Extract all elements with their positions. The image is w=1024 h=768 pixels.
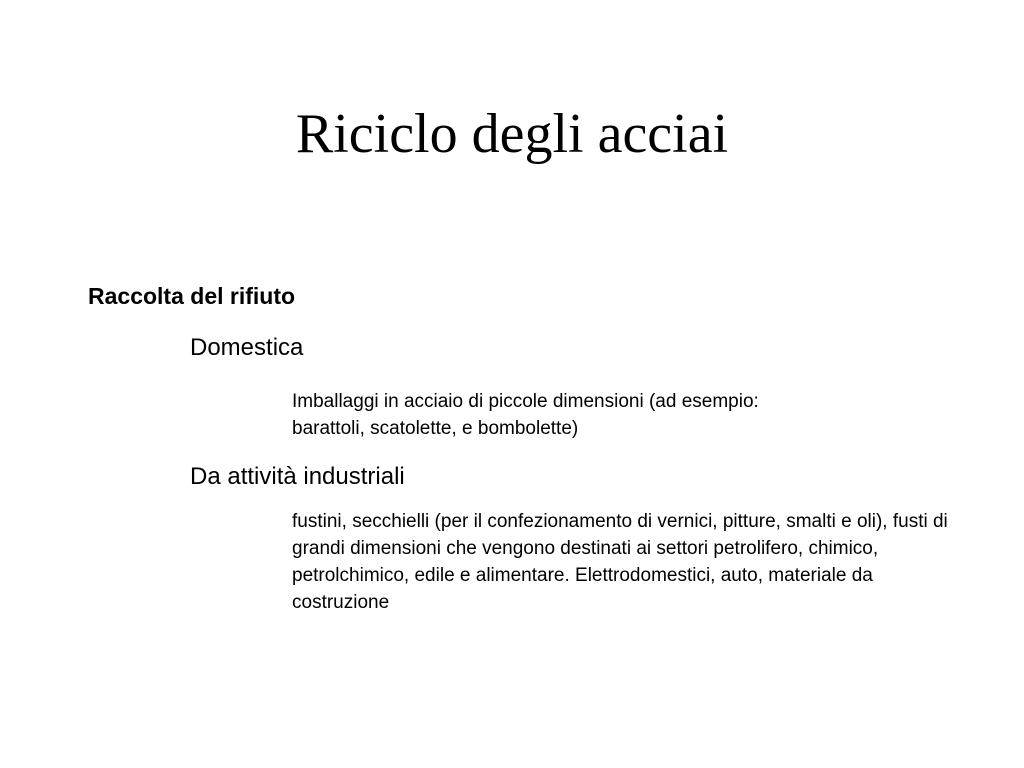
slide-title: Riciclo degli acciai [295, 103, 729, 165]
item-domestica-label: Domestica [190, 334, 304, 361]
item-domestica-description: Imballaggi in acciaio di piccole dimensioni (ad esempio: barattoli, scatolette, e bombolette) [292, 391, 759, 439]
item-industriali-description: fustini, secchielli (per il confezionamento di vernici, pitture, smalti e oli), fusti di grandi dimensioni che vengono destinati ai settori petrolifero, chimico, petrolchimico, edile e alimentare. Elettrodomestici, auto, materiale da costruzione [292, 511, 948, 613]
section-heading: Raccolta del rifiuto [88, 283, 296, 309]
item-industriali-label: Da attività industriali [190, 463, 405, 490]
